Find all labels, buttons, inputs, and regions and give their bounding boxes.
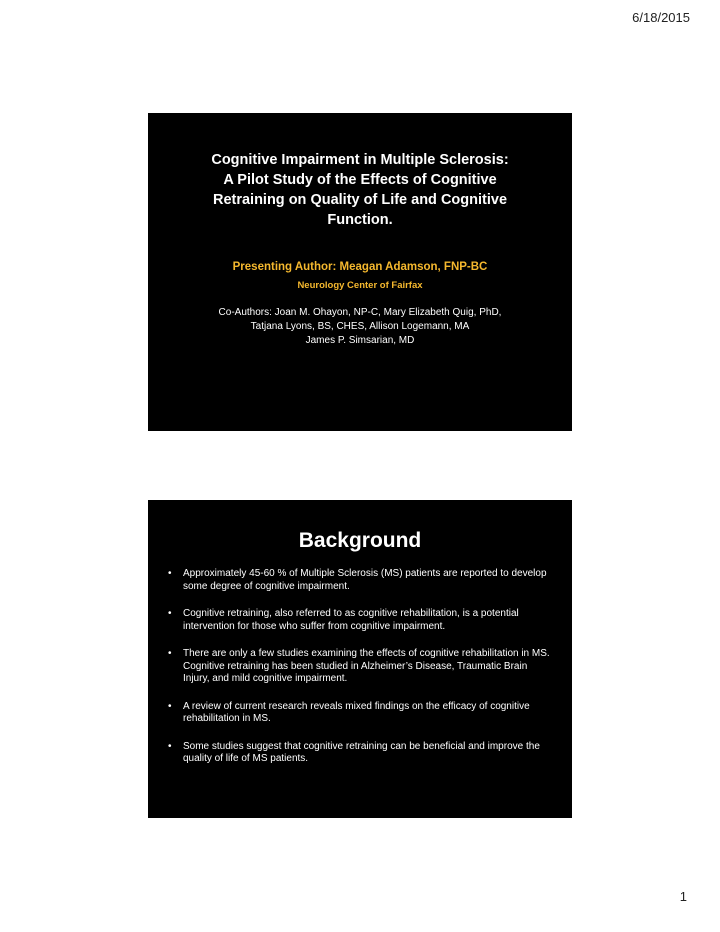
- list-item: [168, 608, 554, 633]
- page-number: 1: [679, 889, 687, 904]
- list-item: [168, 701, 554, 726]
- bullet-icon: •: [168, 648, 172, 659]
- bullet-list: [168, 568, 554, 781]
- presenting-author: Presenting Author: Meagan Adamson, FNP-BC: [232, 261, 488, 273]
- list-item: [168, 648, 554, 686]
- coauthors: [148, 306, 572, 348]
- list-item: [168, 741, 554, 766]
- title-line: Function.: [327, 212, 393, 228]
- title-slide: [148, 113, 572, 431]
- bullet-text: A review of current research reveals mixed findings on the efficacy of cognitive rehabilitation in MS.: [183, 700, 530, 724]
- list-item: [168, 568, 554, 593]
- title-line: Retraining on Quality of Life and Cognitive: [212, 192, 508, 208]
- bullet-icon: •: [168, 608, 172, 619]
- coauthor-line: Tatjana Lyons, BS, CHES, Allison Logemann, MA: [250, 321, 470, 332]
- title-line: Cognitive Impairment in Multiple Sclerosis:: [211, 152, 509, 168]
- background-slide: [148, 500, 572, 818]
- bullet-text: Some studies suggest that cognitive retraining can be beneficial and improve the quality of life of MS patients.: [183, 740, 540, 764]
- bullet-text: There are only a few studies examining the effects of cognitive rehabilitation in MS. Cognitive retraining has been studied in Alzheimer’s Disease, Traumatic Brain Injury, and mild cognitive impairment.: [183, 648, 550, 684]
- slide-heading: Background: [298, 529, 422, 552]
- organization: Neurology Center of Fairfax: [297, 280, 423, 291]
- header-date: 6/18/2015: [632, 10, 690, 25]
- bullet-text: Cognitive retraining, also referred to as cognitive rehabilitation, is a potential intervention for those who suffer from cognitive impairment.: [183, 608, 519, 632]
- title-line: A Pilot Study of the Effects of Cognitive: [223, 172, 497, 188]
- bullet-text: Approximately 45-60 % of Multiple Sclerosis (MS) patients are reported to develop some degree of cognitive impairment.: [183, 568, 547, 592]
- bullet-icon: •: [168, 740, 172, 752]
- coauthor-line: James P. Simsarian, MD: [305, 335, 415, 346]
- bullet-icon: •: [168, 568, 172, 579]
- coauthor-line: Co-Authors: Joan M. Ohayon, NP-C, Mary Elizabeth Quig, PhD,: [218, 307, 502, 318]
- slide-title: [148, 150, 572, 230]
- bullet-icon: •: [168, 700, 172, 712]
